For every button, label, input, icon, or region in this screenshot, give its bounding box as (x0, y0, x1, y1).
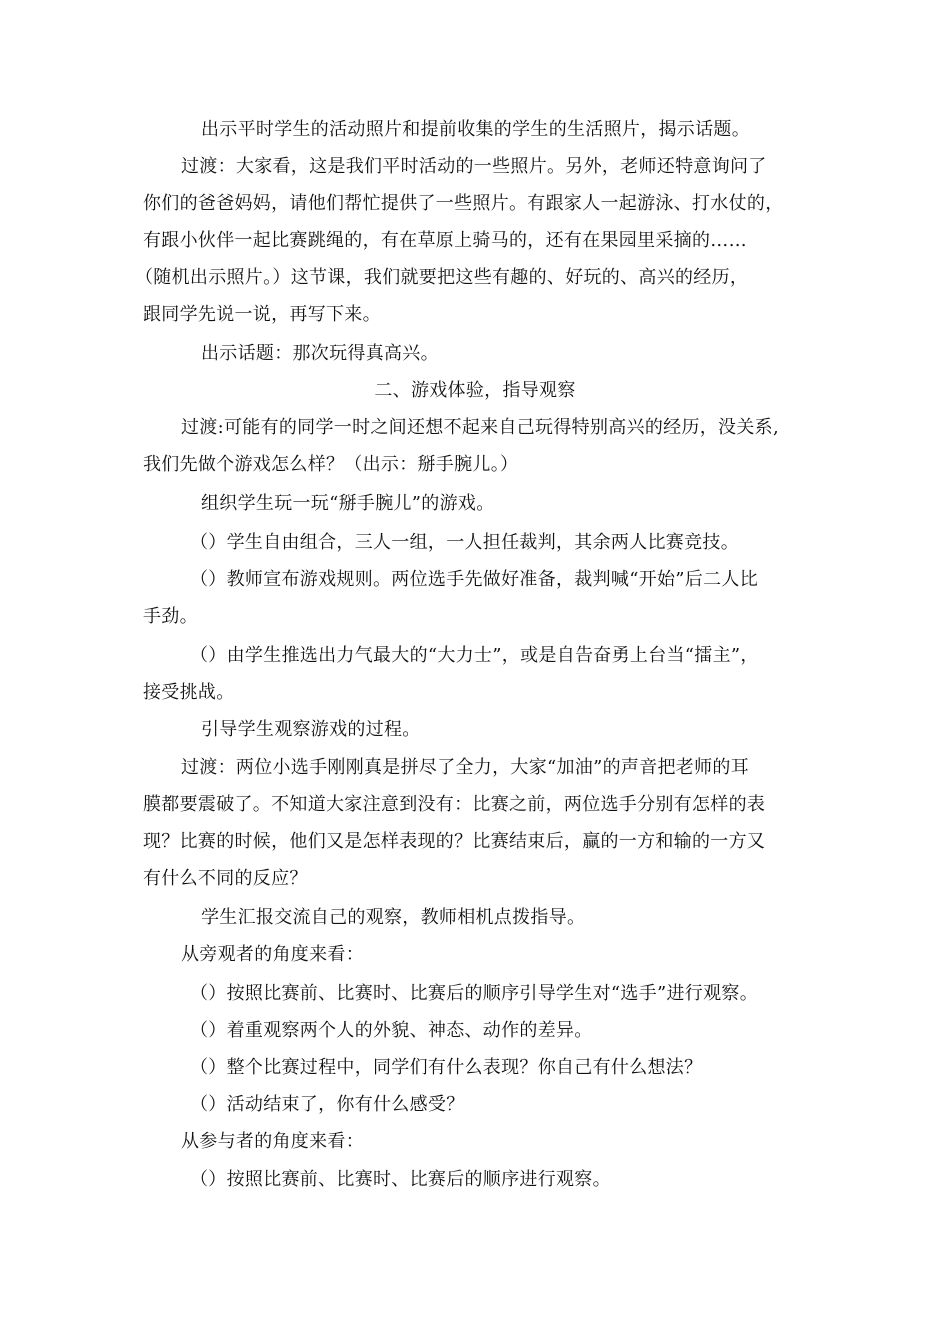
text-line: 跟同学先说一说，再写下来。 (143, 304, 381, 325)
list-item: （）由学生推选出力气最大的“大力士”，或是自告奋勇上台当“擂主”， (190, 645, 759, 666)
section-heading: 二、游戏体验，指导观察 (374, 380, 576, 401)
text-line: 过渡：大家看，这是我们平时活动的一些照片。另外，老师还特意询问了 (181, 156, 767, 177)
text-line: 学生汇报交流自己的观察，教师相机点拨指导。 (201, 907, 586, 928)
text-line: 从参与者的角度来看： (181, 1131, 364, 1152)
text-line: 从旁观者的角度来看： (181, 944, 364, 965)
list-item: （）着重观察两个人的外貌、神态、动作的差异。 (190, 1020, 593, 1041)
text-line: 有什么不同的反应？ (143, 868, 308, 889)
text-line: 过渡:可能有的同学一时之间还想不起来自己玩得特别高兴的经历，没关系, (181, 417, 779, 438)
list-item: （）按照比赛前、比赛时、比赛后的顺序引导学生对“选手”进行观察。 (190, 983, 759, 1004)
list-item: （）整个比赛过程中，同学们有什么表现？你自己有什么想法？ (190, 1057, 703, 1078)
text-line: 我们先做个游戏怎么样？（出示：掰手腕儿。） (143, 454, 519, 475)
text-line: 出示话题：那次玩得真高兴。 (201, 343, 439, 364)
text-line: 出示平时学生的活动照片和提前收集的学生的生活照片，揭示话题。 (201, 119, 750, 140)
text-line: 组织学生玩一玩“掰手腕儿”的游戏。 (201, 493, 495, 514)
text-line: 膜都要震破了。不知道大家注意到没有：比赛之前，两位选手分别有怎样的表 (143, 794, 766, 815)
list-item: （）按照比赛前、比赛时、比赛后的顺序进行观察。 (190, 1169, 611, 1190)
text-line: （随机出示照片。）这节课，我们就要把这些有趣的、好玩的、高兴的经历， (135, 267, 749, 288)
text-line: 有跟小伙伴一起比赛跳绳的，有在草原上骑马的，还有在果园里采摘的…… (143, 230, 747, 251)
text-line: 引导学生观察游戏的过程。 (201, 719, 421, 740)
text-line: 过渡：两位小选手刚刚真是拼尽了全力，大家“加油”的声音把老师的耳 (181, 757, 750, 778)
text-line: 现？比赛的时候，他们又是怎样表现的？比赛结束后，赢的一方和输的一方又 (143, 831, 766, 852)
text-line: 你们的爸爸妈妈，请他们帮忙提供了一些照片。有跟家人一起游泳、打水仗的， (143, 193, 784, 214)
list-item: （）教师宣布游戏规则。两位选手先做好准备，裁判喊“开始”后二人比 (190, 569, 759, 590)
text-line: 接受挑战。 (143, 682, 235, 703)
text-line: 手劲。 (143, 606, 198, 627)
list-item: （）活动结束了，你有什么感受？ (190, 1094, 465, 1115)
list-item: （）学生自由组合，三人一组，一人担任裁判，其余两人比赛竞技。 (190, 532, 739, 553)
